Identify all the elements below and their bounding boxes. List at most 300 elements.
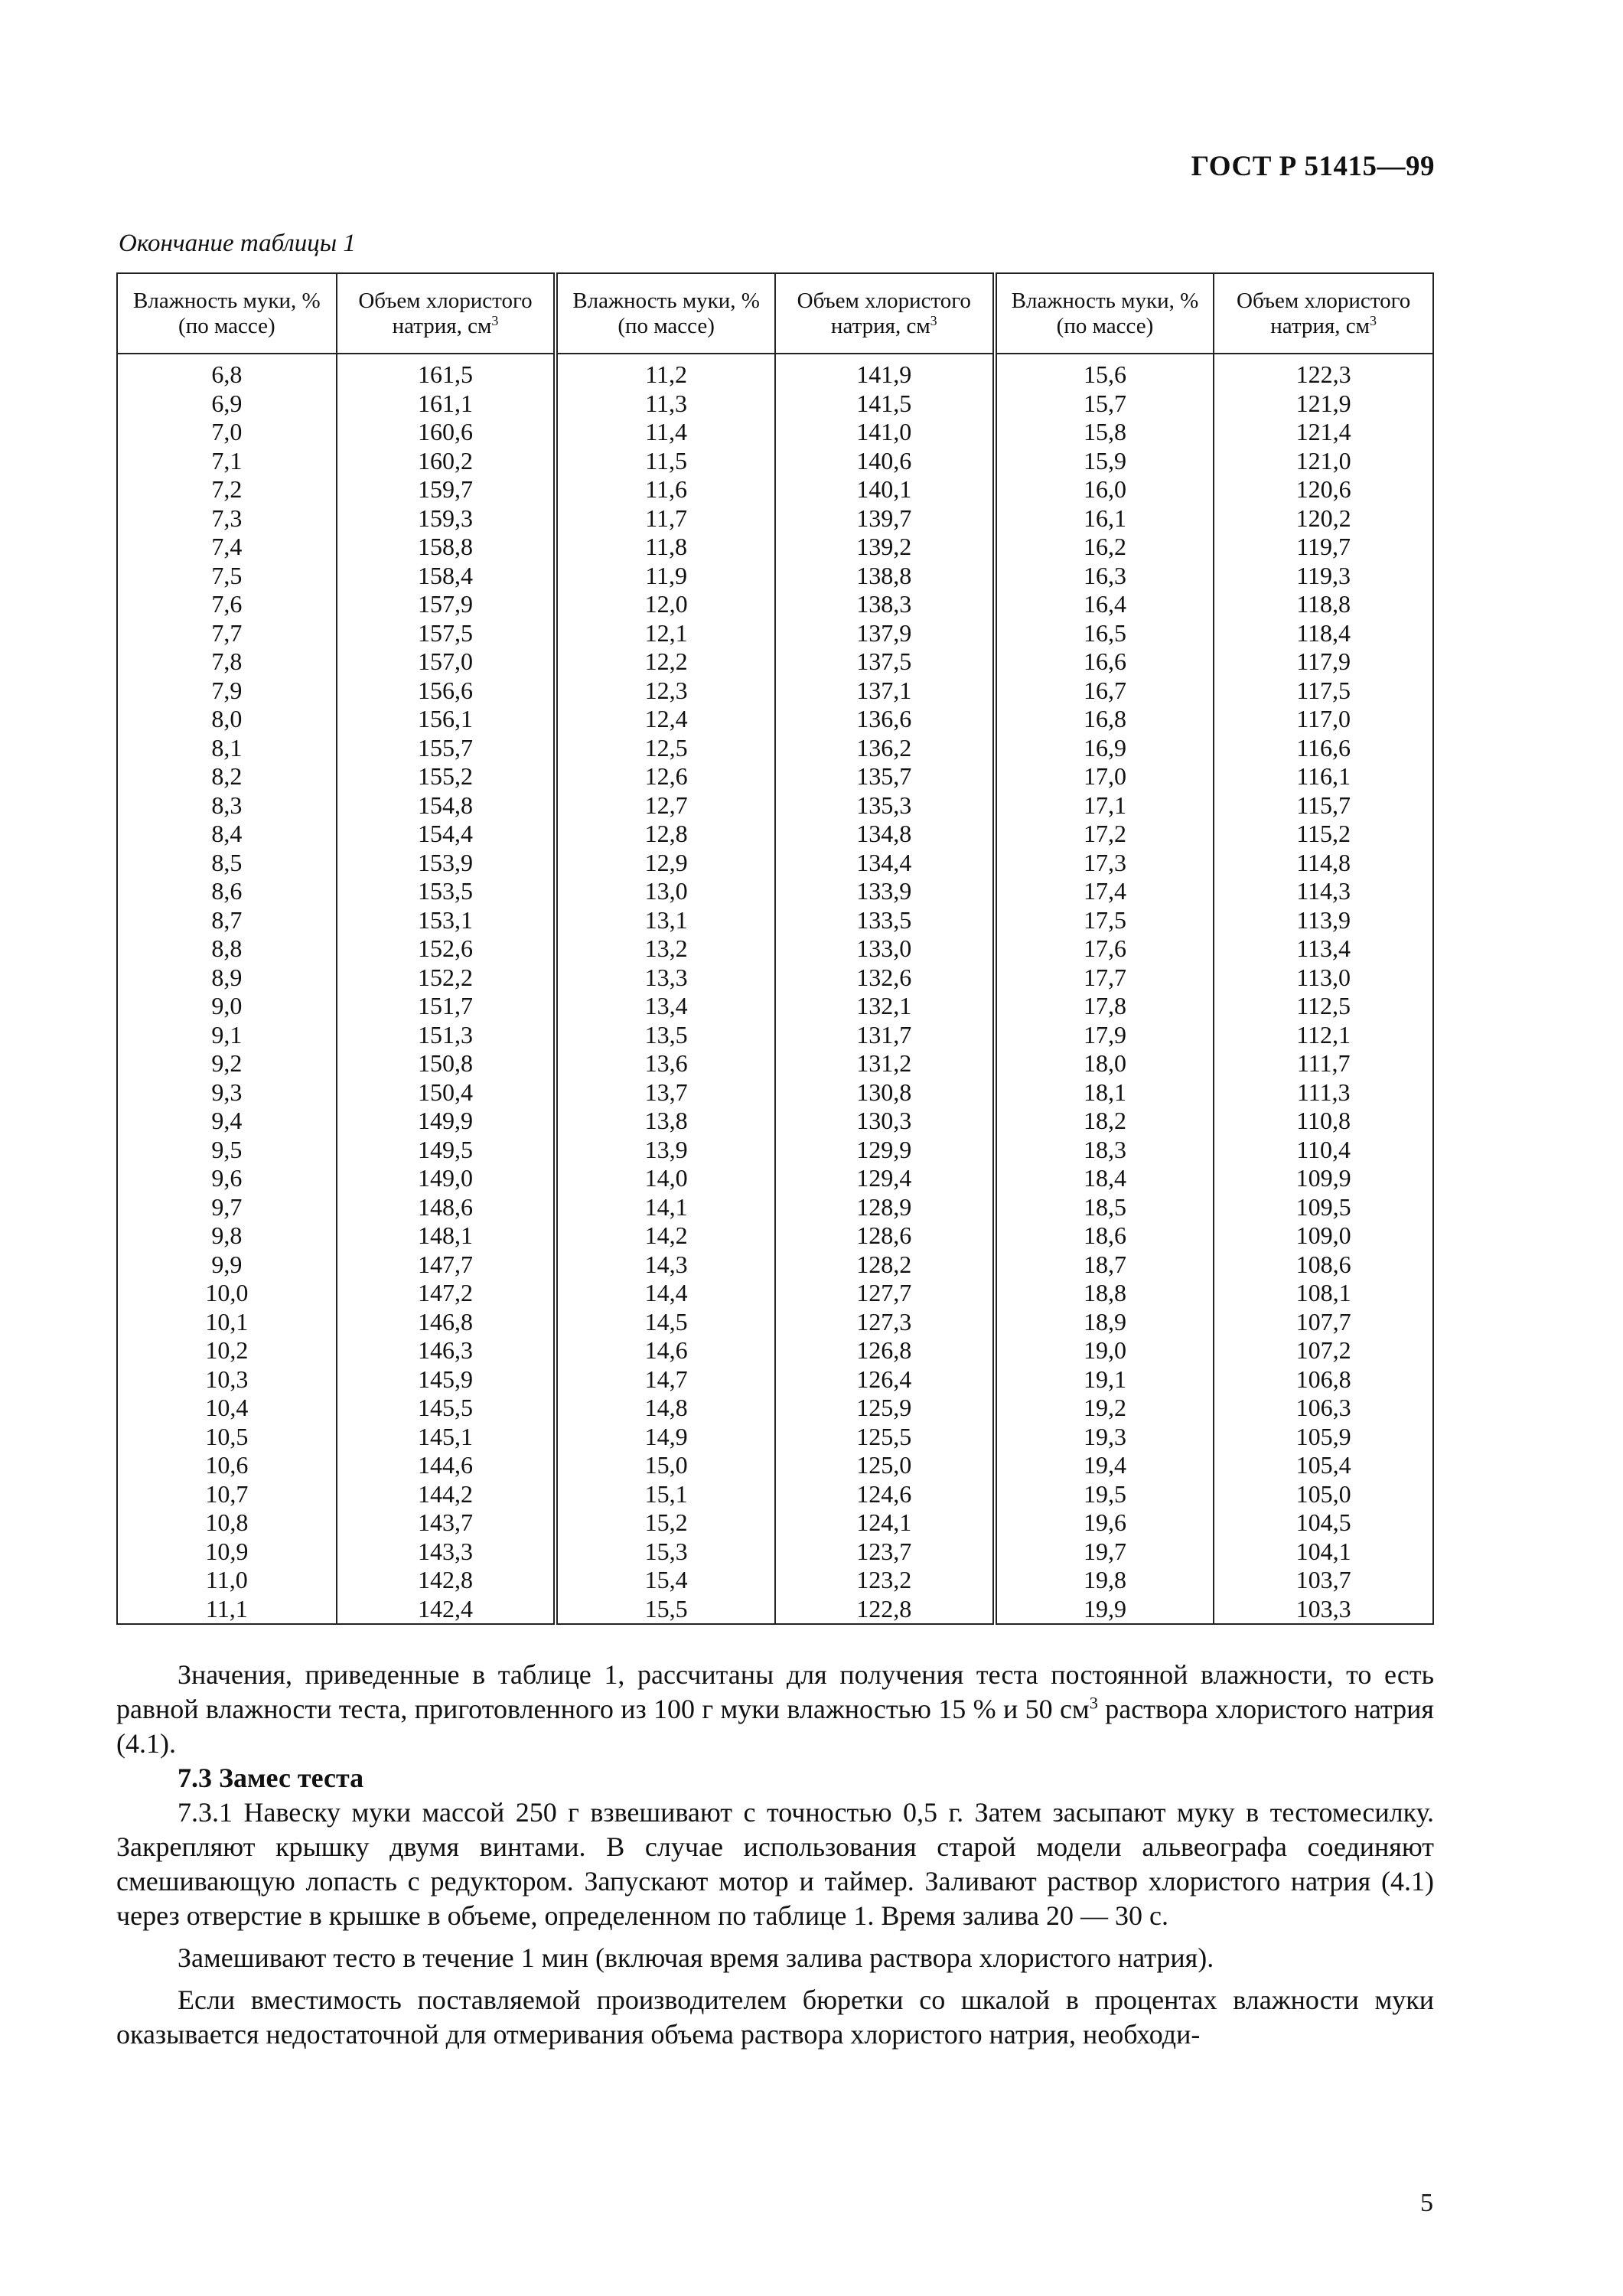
table-row bbox=[117, 791, 1433, 820]
table-cell: 134,8 bbox=[775, 820, 995, 849]
table-cell: 12,1 bbox=[556, 619, 775, 648]
table-cell: 9,0 bbox=[117, 992, 337, 1021]
table-cell: 18,9 bbox=[995, 1308, 1214, 1337]
data-table-container bbox=[116, 272, 1434, 1625]
table-cell: 7,3 bbox=[117, 504, 337, 533]
table-row bbox=[117, 906, 1433, 935]
table-cell: 121,0 bbox=[1214, 447, 1433, 476]
table-cell: 14,1 bbox=[556, 1193, 775, 1222]
table-cell: 138,3 bbox=[775, 590, 995, 619]
table-cell: 159,7 bbox=[337, 475, 556, 504]
table-cell: 105,4 bbox=[1214, 1451, 1433, 1480]
table-cell: 140,1 bbox=[775, 475, 995, 504]
table-cell: 13,2 bbox=[556, 934, 775, 964]
table-row bbox=[117, 1164, 1433, 1193]
table-cell: 18,5 bbox=[995, 1193, 1214, 1222]
table-cell: 128,2 bbox=[775, 1251, 995, 1280]
table-cell: 11,4 bbox=[556, 418, 775, 447]
table-cell: 10,7 bbox=[117, 1480, 337, 1509]
column-header bbox=[556, 273, 775, 354]
table-cell: 125,9 bbox=[775, 1394, 995, 1423]
table-cell: 122,3 bbox=[1214, 354, 1433, 390]
page-number: 5 bbox=[1420, 2189, 1433, 2217]
table-row bbox=[117, 1508, 1433, 1538]
table-cell: 14,4 bbox=[556, 1279, 775, 1308]
paragraph-7-3-1: 7.3.1 Навеску муки массой 250 г взвешивают с точностью 0,5 г. Затем засыпают муку в тестомесилку. Закрепляют крышку двумя винтами. В случае использования старой модели альвеографа соединяют смешивающую лопасть с редуктором. Запускают мотор и таймер. Заливают раствор хлористого натрия (4.1) через отверстие в крышке в объеме, определенном по таблице 1. Время залива 20 — 30 с. bbox=[116, 1797, 1434, 1931]
table-cell: 9,2 bbox=[117, 1049, 337, 1078]
table-cell: 13,4 bbox=[556, 992, 775, 1021]
table-cell: 103,3 bbox=[1214, 1595, 1433, 1625]
table-cell: 114,3 bbox=[1214, 877, 1433, 906]
column-header bbox=[775, 273, 995, 354]
table-cell: 147,2 bbox=[337, 1279, 556, 1308]
table-cell: 13,3 bbox=[556, 964, 775, 993]
table-cell: 122,8 bbox=[775, 1595, 995, 1625]
table-cell: 117,0 bbox=[1214, 705, 1433, 734]
table-cell: 17,9 bbox=[995, 1021, 1214, 1050]
table-cell: 128,6 bbox=[775, 1221, 995, 1251]
unit-superscript: 3 bbox=[491, 312, 499, 328]
table-cell: 118,8 bbox=[1214, 590, 1433, 619]
table-cell: 114,8 bbox=[1214, 849, 1433, 878]
table-cell: 150,4 bbox=[337, 1078, 556, 1107]
table-cell: 7,8 bbox=[117, 647, 337, 677]
document-code: ГОСТ Р 51415—99 bbox=[1191, 151, 1435, 182]
table-cell: 10,2 bbox=[117, 1336, 337, 1365]
table-cell: 157,5 bbox=[337, 619, 556, 648]
unit-superscript: 3 bbox=[1370, 312, 1377, 328]
table-cell: 140,6 bbox=[775, 447, 995, 476]
table-cell: 14,8 bbox=[556, 1394, 775, 1423]
table-cell: 145,9 bbox=[337, 1365, 556, 1394]
table-row bbox=[117, 1021, 1433, 1050]
table-row bbox=[117, 619, 1433, 648]
table-cell: 17,2 bbox=[995, 820, 1214, 849]
table-cell: 106,8 bbox=[1214, 1365, 1433, 1394]
body-text bbox=[116, 1658, 1434, 2052]
table-cell: 136,6 bbox=[775, 705, 995, 734]
table-cell: 17,8 bbox=[995, 992, 1214, 1021]
table-row bbox=[117, 705, 1433, 734]
table-cell: 7,2 bbox=[117, 475, 337, 504]
table-cell: 156,6 bbox=[337, 677, 556, 706]
table-row bbox=[117, 1595, 1433, 1625]
table-cell: 17,7 bbox=[995, 964, 1214, 993]
table-row bbox=[117, 877, 1433, 906]
table-cell: 8,1 bbox=[117, 734, 337, 763]
table-cell: 11,0 bbox=[117, 1566, 337, 1595]
table-cell: 12,0 bbox=[556, 590, 775, 619]
table-cell: 15,5 bbox=[556, 1595, 775, 1625]
table-cell: 132,6 bbox=[775, 964, 995, 993]
table-cell: 141,9 bbox=[775, 354, 995, 390]
table-cell: 12,5 bbox=[556, 734, 775, 763]
table-cell: 19,3 bbox=[995, 1423, 1214, 1452]
table-row bbox=[117, 1308, 1433, 1337]
table-cell: 17,5 bbox=[995, 906, 1214, 935]
table-cell: 10,4 bbox=[117, 1394, 337, 1423]
table-cell: 110,4 bbox=[1214, 1136, 1433, 1165]
table-cell: 120,6 bbox=[1214, 475, 1433, 504]
paragraph-burette: Если вместимость поставляемой производителем бюретки со шкалой в процентах влажности муки оказывается недостаточной для отмеривания объема раствора хлористого натрия, необходи- bbox=[116, 1985, 1434, 2050]
table-cell: 109,5 bbox=[1214, 1193, 1433, 1222]
table-cell: 15,3 bbox=[556, 1538, 775, 1567]
table-cell: 142,4 bbox=[337, 1595, 556, 1625]
table-cell: 18,2 bbox=[995, 1107, 1214, 1136]
table-cell: 11,1 bbox=[117, 1595, 337, 1625]
table-cell: 14,7 bbox=[556, 1365, 775, 1394]
section-heading: 7.3 Замес теста bbox=[178, 1763, 364, 1793]
table-cell: 147,7 bbox=[337, 1251, 556, 1280]
table-cell: 133,0 bbox=[775, 934, 995, 964]
table-cell: 14,3 bbox=[556, 1251, 775, 1280]
table-cell: 133,5 bbox=[775, 906, 995, 935]
table-cell: 129,9 bbox=[775, 1136, 995, 1165]
table-cell: 15,4 bbox=[556, 1566, 775, 1595]
table-cell: 107,7 bbox=[1214, 1308, 1433, 1337]
table-cell: 17,4 bbox=[995, 877, 1214, 906]
table-cell: 109,0 bbox=[1214, 1221, 1433, 1251]
table-row bbox=[117, 504, 1433, 533]
table-cell: 121,9 bbox=[1214, 390, 1433, 419]
table-cell: 9,6 bbox=[117, 1164, 337, 1193]
table-cell: 19,7 bbox=[995, 1538, 1214, 1567]
table-cell: 104,1 bbox=[1214, 1538, 1433, 1567]
table-row bbox=[117, 1251, 1433, 1280]
table-cell: 16,5 bbox=[995, 619, 1214, 648]
table-cell: 137,9 bbox=[775, 619, 995, 648]
table-cell: 156,1 bbox=[337, 705, 556, 734]
table-cell: 7,1 bbox=[117, 447, 337, 476]
table-cell: 7,0 bbox=[117, 418, 337, 447]
table-cell: 137,1 bbox=[775, 677, 995, 706]
table-cell: 139,2 bbox=[775, 533, 995, 562]
table-cell: 159,3 bbox=[337, 504, 556, 533]
table-cell: 141,5 bbox=[775, 390, 995, 419]
table-cell: 115,2 bbox=[1214, 820, 1433, 849]
table-cell: 12,7 bbox=[556, 791, 775, 820]
table-cell: 127,3 bbox=[775, 1308, 995, 1337]
table-cell: 154,8 bbox=[337, 791, 556, 820]
table-cell: 153,9 bbox=[337, 849, 556, 878]
table-row bbox=[117, 934, 1433, 964]
table-cell: 15,6 bbox=[995, 354, 1214, 390]
unit-superscript: 3 bbox=[930, 312, 937, 328]
table-cell: 125,5 bbox=[775, 1423, 995, 1452]
table-cell: 14,5 bbox=[556, 1308, 775, 1337]
table-cell: 7,4 bbox=[117, 533, 337, 562]
table-cell: 14,0 bbox=[556, 1164, 775, 1193]
table-cell: 10,1 bbox=[117, 1308, 337, 1337]
table-cell: 110,8 bbox=[1214, 1107, 1433, 1136]
column-header-label: Влажность муки, % (по массе) bbox=[133, 288, 321, 338]
table-row bbox=[117, 1451, 1433, 1480]
table-cell: 11,8 bbox=[556, 533, 775, 562]
table-cell: 104,5 bbox=[1214, 1508, 1433, 1538]
table-row bbox=[117, 734, 1433, 763]
table-cell: 18,8 bbox=[995, 1279, 1214, 1308]
note-superscript: 3 bbox=[1089, 1693, 1098, 1713]
table-row bbox=[117, 390, 1433, 419]
table-cell: 138,8 bbox=[775, 562, 995, 591]
table-row bbox=[117, 1365, 1433, 1394]
table-cell: 123,7 bbox=[775, 1538, 995, 1567]
table-cell: 11,9 bbox=[556, 562, 775, 591]
table-cell: 130,3 bbox=[775, 1107, 995, 1136]
table-cell: 142,8 bbox=[337, 1566, 556, 1595]
table-cell: 143,7 bbox=[337, 1508, 556, 1538]
table-cell: 16,4 bbox=[995, 590, 1214, 619]
table-cell: 145,5 bbox=[337, 1394, 556, 1423]
table-row bbox=[117, 1336, 1433, 1365]
table-cell: 15,1 bbox=[556, 1480, 775, 1509]
table-cell: 10,9 bbox=[117, 1538, 337, 1567]
table-cell: 13,5 bbox=[556, 1021, 775, 1050]
paragraph-mixing: Замешивают тесто в течение 1 мин (включая время залива раствора хлористого натрия). bbox=[178, 1942, 1214, 1973]
table-cell: 6,9 bbox=[117, 390, 337, 419]
table-cell: 151,7 bbox=[337, 992, 556, 1021]
table-cell: 13,7 bbox=[556, 1078, 775, 1107]
column-header-label: Объем хлористого натрия, см bbox=[358, 288, 533, 338]
table-cell: 16,2 bbox=[995, 533, 1214, 562]
table-cell: 12,6 bbox=[556, 762, 775, 791]
table-cell: 126,8 bbox=[775, 1336, 995, 1365]
table-cell: 139,7 bbox=[775, 504, 995, 533]
table-cell: 9,7 bbox=[117, 1193, 337, 1222]
table-cell: 152,2 bbox=[337, 964, 556, 993]
table-cell: 150,8 bbox=[337, 1049, 556, 1078]
table-cell: 136,2 bbox=[775, 734, 995, 763]
table-cell: 116,6 bbox=[1214, 734, 1433, 763]
table-row bbox=[117, 418, 1433, 447]
table-cell: 144,6 bbox=[337, 1451, 556, 1480]
table-row bbox=[117, 1423, 1433, 1452]
table-row bbox=[117, 1136, 1433, 1165]
table-cell: 129,4 bbox=[775, 1164, 995, 1193]
table-cell: 12,4 bbox=[556, 705, 775, 734]
table-cell: 19,4 bbox=[995, 1451, 1214, 1480]
table-cell: 108,6 bbox=[1214, 1251, 1433, 1280]
table-cell: 16,9 bbox=[995, 734, 1214, 763]
table-cell: 13,6 bbox=[556, 1049, 775, 1078]
table-cell: 112,1 bbox=[1214, 1021, 1433, 1050]
table-cell: 158,8 bbox=[337, 533, 556, 562]
table-cell: 161,5 bbox=[337, 354, 556, 390]
column-header bbox=[995, 273, 1214, 354]
table-cell: 135,3 bbox=[775, 791, 995, 820]
table-cell: 13,9 bbox=[556, 1136, 775, 1165]
table-cell: 10,3 bbox=[117, 1365, 337, 1394]
table-cell: 12,2 bbox=[556, 647, 775, 677]
column-header-label: Влажность муки, % (по массе) bbox=[1011, 288, 1199, 338]
table-cell: 120,2 bbox=[1214, 504, 1433, 533]
table-cell: 7,7 bbox=[117, 619, 337, 648]
table-cell: 158,4 bbox=[337, 562, 556, 591]
table-cell: 8,6 bbox=[117, 877, 337, 906]
table-cell: 11,6 bbox=[556, 475, 775, 504]
table-cell: 131,7 bbox=[775, 1021, 995, 1050]
table-cell: 119,7 bbox=[1214, 533, 1433, 562]
table-cell: 10,8 bbox=[117, 1508, 337, 1538]
table-cell: 157,0 bbox=[337, 647, 556, 677]
table-cell: 13,8 bbox=[556, 1107, 775, 1136]
table-row bbox=[117, 1193, 1433, 1222]
column-header bbox=[1214, 273, 1433, 354]
table-cell: 10,0 bbox=[117, 1279, 337, 1308]
table-cell: 13,1 bbox=[556, 906, 775, 935]
table-cell: 11,3 bbox=[556, 390, 775, 419]
table-row bbox=[117, 1049, 1433, 1078]
table-cell: 17,6 bbox=[995, 934, 1214, 964]
table-cell: 103,7 bbox=[1214, 1566, 1433, 1595]
table-cell: 15,9 bbox=[995, 447, 1214, 476]
column-header-label: Влажность муки, % (по массе) bbox=[572, 288, 760, 338]
table-row bbox=[117, 1107, 1433, 1136]
table-cell: 8,5 bbox=[117, 849, 337, 878]
table-cell: 8,2 bbox=[117, 762, 337, 791]
table-cell: 148,1 bbox=[337, 1221, 556, 1251]
table-cell: 126,4 bbox=[775, 1365, 995, 1394]
table-cell: 9,5 bbox=[117, 1136, 337, 1165]
table-cell: 10,6 bbox=[117, 1451, 337, 1480]
table-cell: 151,3 bbox=[337, 1021, 556, 1050]
table-cell: 146,8 bbox=[337, 1308, 556, 1337]
table-cell: 118,4 bbox=[1214, 619, 1433, 648]
table-cell: 106,3 bbox=[1214, 1394, 1433, 1423]
table-cell: 14,9 bbox=[556, 1423, 775, 1452]
table-cell: 124,6 bbox=[775, 1480, 995, 1509]
table-cell: 7,5 bbox=[117, 562, 337, 591]
table-row bbox=[117, 1221, 1433, 1251]
table-cell: 18,4 bbox=[995, 1164, 1214, 1193]
table-row bbox=[117, 354, 1433, 390]
table-cell: 105,9 bbox=[1214, 1423, 1433, 1452]
column-header-label: Объем хлористого натрия, см bbox=[797, 288, 971, 338]
table-cell: 17,1 bbox=[995, 791, 1214, 820]
table-row bbox=[117, 647, 1433, 677]
table-cell: 9,4 bbox=[117, 1107, 337, 1136]
table-note-paragraph bbox=[116, 1658, 1434, 1761]
table-cell: 19,9 bbox=[995, 1595, 1214, 1625]
table-row bbox=[117, 475, 1433, 504]
table-cell: 113,0 bbox=[1214, 964, 1433, 993]
table-body bbox=[117, 354, 1433, 1624]
table-cell: 107,2 bbox=[1214, 1336, 1433, 1365]
table-cell: 8,0 bbox=[117, 705, 337, 734]
table-cell: 15,7 bbox=[995, 390, 1214, 419]
table-row bbox=[117, 677, 1433, 706]
table-cell: 16,1 bbox=[995, 504, 1214, 533]
table-cell: 11,7 bbox=[556, 504, 775, 533]
table-row bbox=[117, 1538, 1433, 1567]
table-cell: 153,1 bbox=[337, 906, 556, 935]
table-row bbox=[117, 1279, 1433, 1308]
table-cell: 109,9 bbox=[1214, 1164, 1433, 1193]
table-cell: 152,6 bbox=[337, 934, 556, 964]
table-cell: 155,2 bbox=[337, 762, 556, 791]
table-cell: 112,5 bbox=[1214, 992, 1433, 1021]
table-cell: 9,9 bbox=[117, 1251, 337, 1280]
note-text-1: Значения, приведенные в таблице 1, рассчитаны для получения теста постоянной влажности, то есть равной влажности теста, приготовленного из 100 г муки влажностью 15 % и 50 см bbox=[116, 1659, 1434, 1724]
table-cell: 9,1 bbox=[117, 1021, 337, 1050]
table-row bbox=[117, 590, 1433, 619]
table-cell: 18,6 bbox=[995, 1221, 1214, 1251]
table-header-row bbox=[117, 273, 1433, 354]
table-cell: 141,0 bbox=[775, 418, 995, 447]
table-cell: 16,3 bbox=[995, 562, 1214, 591]
table-row bbox=[117, 447, 1433, 476]
table-cell: 127,7 bbox=[775, 1279, 995, 1308]
table-cell: 15,0 bbox=[556, 1451, 775, 1480]
column-header bbox=[337, 273, 556, 354]
table-cell: 113,9 bbox=[1214, 906, 1433, 935]
table-cell: 153,5 bbox=[337, 877, 556, 906]
table-cell: 132,1 bbox=[775, 992, 995, 1021]
table-cell: 128,9 bbox=[775, 1193, 995, 1222]
table-row bbox=[117, 1394, 1433, 1423]
table-row bbox=[117, 1078, 1433, 1107]
table-cell: 130,8 bbox=[775, 1078, 995, 1107]
table-row bbox=[117, 562, 1433, 591]
table-cell: 111,7 bbox=[1214, 1049, 1433, 1078]
table-cell: 123,2 bbox=[775, 1566, 995, 1595]
table-cell: 111,3 bbox=[1214, 1078, 1433, 1107]
table-cell: 16,7 bbox=[995, 677, 1214, 706]
note-text-2: раствора хлористого натрия (4.1). bbox=[116, 1694, 1434, 1759]
table-row bbox=[117, 849, 1433, 878]
table-caption: Окончание таблицы 1 bbox=[119, 230, 356, 257]
table-cell: 17,3 bbox=[995, 849, 1214, 878]
table-cell: 19,5 bbox=[995, 1480, 1214, 1509]
table-cell: 19,1 bbox=[995, 1365, 1214, 1394]
table-cell: 15,2 bbox=[556, 1508, 775, 1538]
table-cell: 145,1 bbox=[337, 1423, 556, 1452]
table-cell: 7,6 bbox=[117, 590, 337, 619]
table-cell: 13,0 bbox=[556, 877, 775, 906]
table-cell: 19,2 bbox=[995, 1394, 1214, 1423]
table-cell: 117,5 bbox=[1214, 677, 1433, 706]
table-cell: 18,3 bbox=[995, 1136, 1214, 1165]
table-row bbox=[117, 1480, 1433, 1509]
table-cell: 9,8 bbox=[117, 1221, 337, 1251]
table-cell: 6,8 bbox=[117, 354, 337, 390]
table-cell: 146,3 bbox=[337, 1336, 556, 1365]
table-cell: 154,4 bbox=[337, 820, 556, 849]
table-cell: 131,2 bbox=[775, 1049, 995, 1078]
table-cell: 19,8 bbox=[995, 1566, 1214, 1595]
table-cell: 18,7 bbox=[995, 1251, 1214, 1280]
table-cell: 16,0 bbox=[995, 475, 1214, 504]
table-cell: 19,6 bbox=[995, 1508, 1214, 1538]
table-cell: 8,7 bbox=[117, 906, 337, 935]
table-cell: 116,1 bbox=[1214, 762, 1433, 791]
table-cell: 144,2 bbox=[337, 1480, 556, 1509]
table-cell: 160,2 bbox=[337, 447, 556, 476]
table-cell: 108,1 bbox=[1214, 1279, 1433, 1308]
table-row bbox=[117, 533, 1433, 562]
column-header bbox=[117, 273, 337, 354]
table-cell: 17,0 bbox=[995, 762, 1214, 791]
table-row bbox=[117, 992, 1433, 1021]
table-row bbox=[117, 1566, 1433, 1595]
table-cell: 121,4 bbox=[1214, 418, 1433, 447]
table-cell: 7,9 bbox=[117, 677, 337, 706]
table-cell: 8,8 bbox=[117, 934, 337, 964]
table-cell: 16,6 bbox=[995, 647, 1214, 677]
table-cell: 115,7 bbox=[1214, 791, 1433, 820]
table-cell: 133,9 bbox=[775, 877, 995, 906]
table-cell: 117,9 bbox=[1214, 647, 1433, 677]
